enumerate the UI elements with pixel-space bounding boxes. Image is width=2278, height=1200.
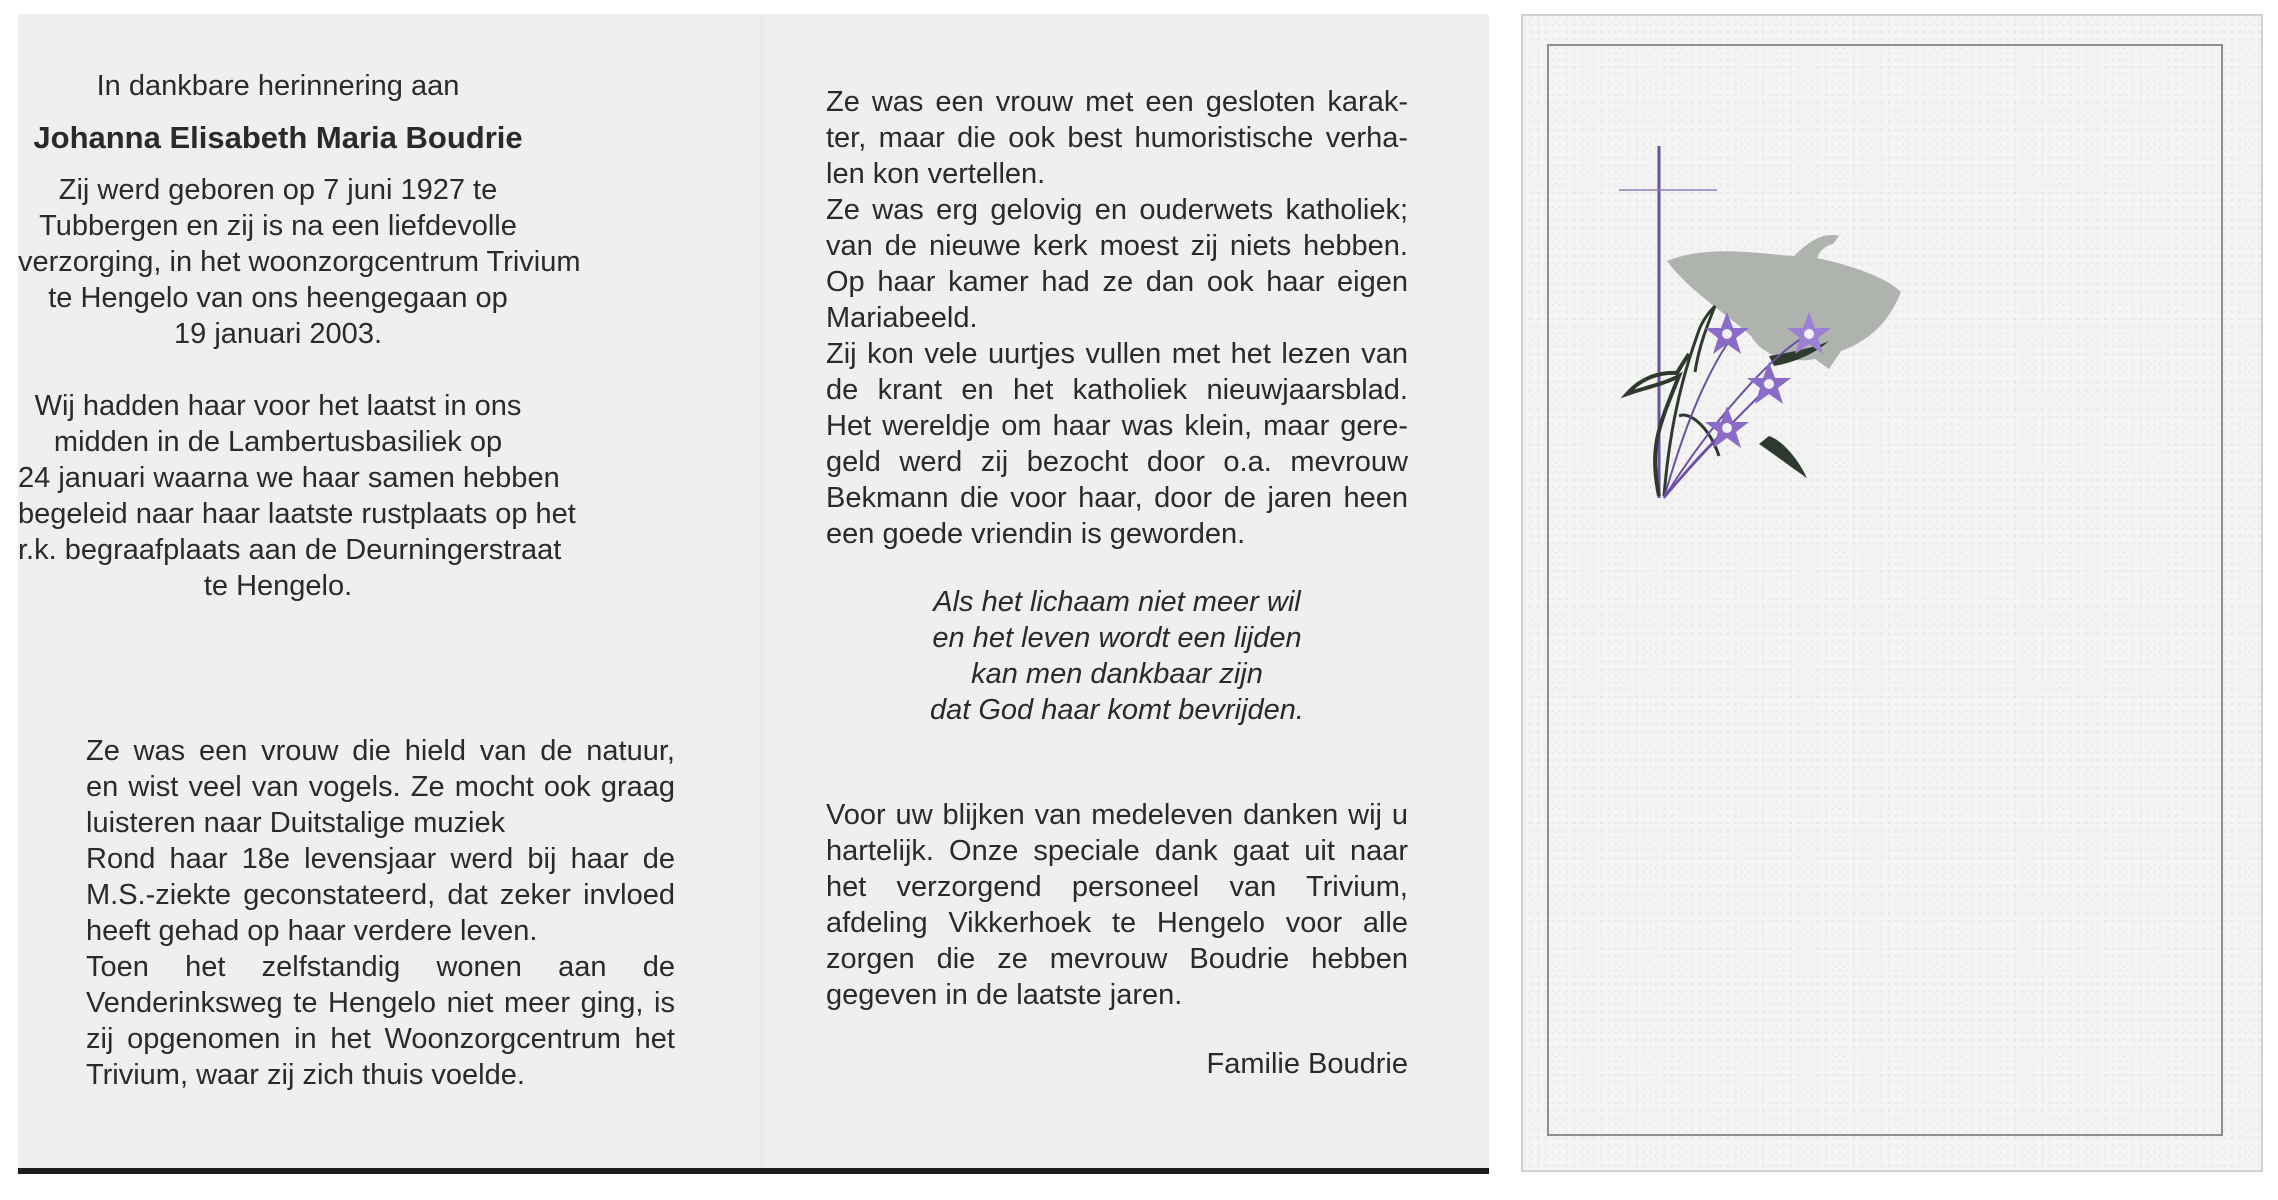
character-line: Mariabeeld.	[826, 302, 978, 334]
thanks-line: gegeven in de laatste jaren.	[826, 979, 1183, 1011]
thanks-line: afdeling Vikkerhoek te Hengelo voor alle	[826, 907, 1408, 939]
thanks-line: Voor uw blijken van medeleven danken wij u	[826, 799, 1408, 831]
birth-line: te Hengelo van ons heengegaan op	[48, 282, 508, 314]
life-line: Venderinksweg te Hengelo niet meer ging, is	[86, 987, 675, 1019]
thanks-line: zorgen die ze mevrouw Boudrie hebben	[826, 943, 1408, 975]
character-line: Het wereldje om haar was klein, maar gere-	[826, 410, 1408, 442]
birth-line: 19 januari 2003.	[174, 318, 382, 350]
birth-line: Tubbergen en zij is na een liefdevolle	[39, 210, 517, 242]
family-signature: Familie Boudrie	[1206, 1048, 1408, 1080]
card-shadow	[18, 1168, 1489, 1174]
funeral-line: te Hengelo.	[203, 570, 353, 602]
character-line: de krant en het katholiek nieuwjaarsblad.	[826, 374, 1408, 406]
character-line: Bekmann die voor haar, door de jaren heen	[826, 482, 1408, 514]
dedication-header: In dankbare herinnering aan	[96, 70, 460, 102]
funeral-line: Wij hadden haar voor het laatst in ons	[34, 390, 522, 422]
poem-line: kan men dankbaar zijn	[971, 658, 1263, 690]
poem-line: Als het lichaam niet meer wil	[933, 586, 1301, 618]
character-line: geld werd zij bezocht door o.a. mevrouw	[826, 446, 1408, 478]
character-line: Zij kon vele uurtjes vullen met het lezen van	[826, 338, 1408, 370]
life-line: heeft gehad op haar verdere leven.	[86, 915, 538, 947]
character-line: Ze was een vrouw met een gesloten karak-	[826, 86, 1408, 118]
life-line: M.S.-ziekte geconstateerd, dat zeker invloed	[86, 879, 675, 911]
life-line: Toen het zelfstandig wonen aan de	[86, 951, 675, 983]
cover-card	[1521, 14, 2263, 1172]
character-line: een goede vriendin is geworden.	[826, 518, 1246, 550]
deceased-name: Johanna Elisabeth Maria Boudrie	[33, 120, 523, 155]
character-line: van de nieuwe kerk moest zij niets hebben.	[826, 230, 1408, 262]
life-line: Ze was een vrouw die hield van de natuur,	[86, 735, 675, 767]
birth-line: verzorging, in het woonzorgcentrum Trivium	[18, 246, 581, 278]
character-line: Op haar kamer had ze dan ook haar eigen	[826, 266, 1408, 298]
character-line: Ze was erg gelovig en ouderwets katholiek;	[826, 194, 1408, 226]
character-line: len kon vertellen.	[826, 158, 1046, 190]
life-line: Rond haar 18e levensjaar werd bij haar de	[86, 843, 675, 875]
character-line: ter, maar die ook best humoristische verha-	[826, 122, 1408, 154]
life-line: en wist veel van vogels. Ze mocht ook graag	[86, 771, 675, 803]
poem-line: en het leven wordt een lijden	[932, 622, 1302, 654]
page-fold	[761, 14, 764, 1172]
funeral-line: r.k. begraafplaats aan de Deurningerstraat	[18, 534, 562, 566]
thanks-line: het verzorgend personeel van Trivium,	[826, 871, 1408, 903]
funeral-line: midden in de Lambertusbasiliek op	[53, 426, 503, 458]
thanks-line: hartelijk. Onze speciale dank gaat uit naar	[826, 835, 1408, 867]
cross-dove-flowers-icon	[1619, 126, 1949, 556]
life-line: luisteren naar Duitstalige muziek	[86, 807, 506, 839]
life-line: Trivium, waar zij zich thuis voelde.	[86, 1059, 525, 1091]
cover-frame	[1547, 44, 2223, 1136]
life-line: zij opgenomen in het Woonzorgcentrum het	[86, 1023, 675, 1055]
poem-line: dat God haar komt bevrijden.	[930, 694, 1304, 726]
funeral-line: 24 januari waarna we haar samen hebben	[18, 462, 560, 494]
funeral-line: begeleid naar haar laatste rustplaats op het	[18, 498, 576, 530]
birth-line: Zij werd geboren op 7 juni 1927 te	[58, 174, 498, 206]
